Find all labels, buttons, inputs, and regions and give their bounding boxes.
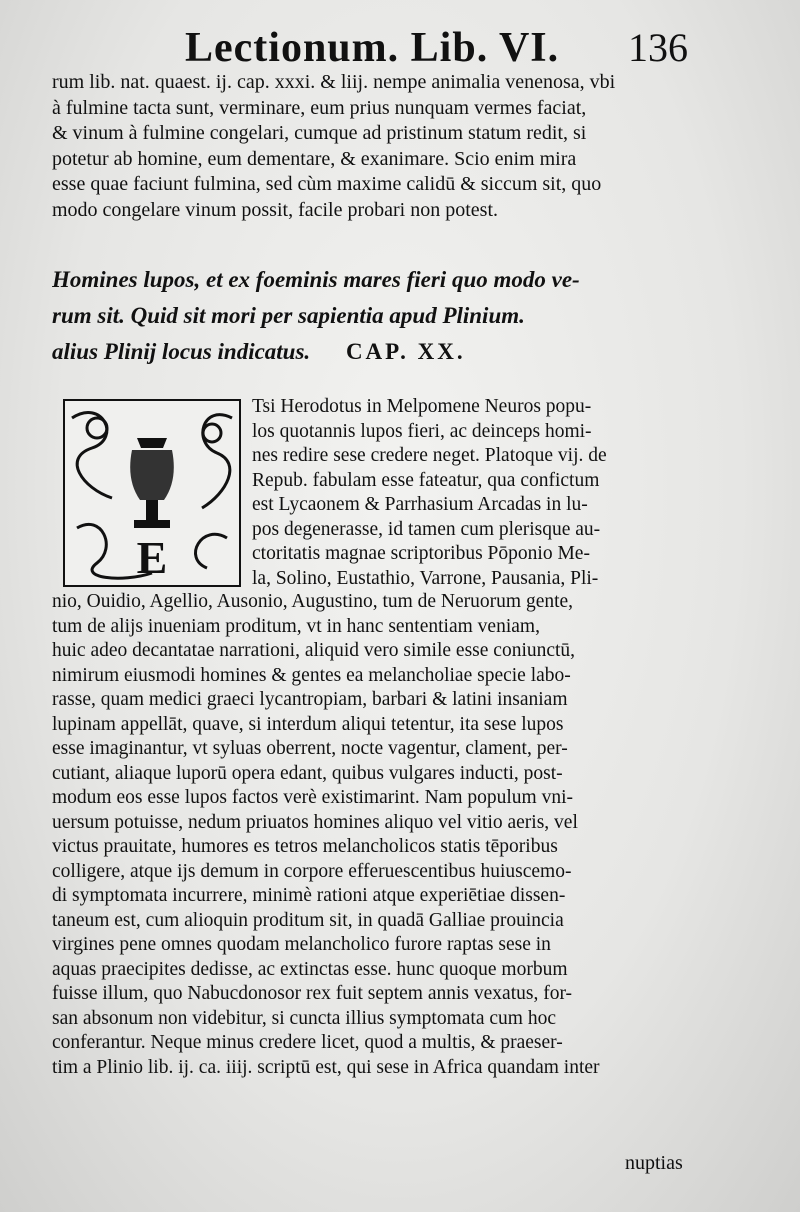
heading-line: alius Plinij locus indicatus. [52,339,311,364]
heading-line: Homines lupos, et ex foeminis mares fieri quo modo ve- [52,267,580,292]
text-line: potetur ab homine, eum dementare, & exanimare. Scio enim mira [52,147,577,170]
text-line: Tsi Herodotus in Melpomene Neuros popu- [252,396,592,417]
text-line: uersum potuisse, nedum priuatos homines aliquo vel vitio aeris, vel [52,811,578,833]
text-line: la, Solino, Eustathio, Varrone, Pausania, Pli- [252,567,599,589]
text-line: taneum est, cum alioquin proditum sit, in quadā Galliae prouincia [52,909,564,931]
text-line: nes redire sese credere neget. Platoque vij. de [252,445,607,466]
text-line: colligere, atque ijs demum in corpore efferuescentibus huiuscemo- [52,860,572,882]
text-line: fuisse illum, quo Nabucdonosor rex fuit septem annis vexatus, for- [52,983,573,1004]
text-line: di symptomata incurrere, minimè rationi atque experiētiae dissen- [52,885,566,906]
decorated-initial [62,398,242,588]
text-line: tum de alijs inueniam proditum, vt in hanc sententiam veniam, [52,615,540,637]
text-line: rum lib. nat. quaest. ij. cap. xxxi. & liij. nempe animalia venenosa, vbi [52,71,616,93]
heading-line: rum sit. Quid sit mori per sapientia apud Plinium. [52,303,525,328]
text-line: esse quae faciunt fulmina, sed cùm maxime calidū & siccum sit, quo [52,173,602,195]
text-line: modo congelare vinum possit, facile probari non potest. [52,198,499,221]
text-line: modum eos esse lupos factos verè existimarint. Nam populum vni- [52,787,573,808]
text-line: est Lycaonem & Parrhasium Arcadas in lu- [252,494,588,515]
text-line: victus prauitate, humores es tetros melancholicos statis tēporibus [52,836,558,857]
body-paragraph [52,590,742,1080]
chapter-number: CAP. XX. [345,339,466,364]
text-line: los quotannis lupos fieri, ac deinceps homi- [252,420,592,442]
text-line: cutiant, aliaque luporū opera edant, quibus vulgares inducti, post- [52,762,563,784]
text-line: aquas praecipites dedisse, ac extinctas esse. hunc quoque morbum [52,958,568,980]
text-line: pos degenerasse, id tamen cum plerisque au- [252,518,601,540]
heading-line-with-cap [52,334,742,370]
catchword: nuptias [625,1152,683,1174]
text-line: conferantur. Neque minus credere licet, quod a multis, & praeser- [52,1032,563,1053]
text-line: ctoritatis magnae scriptoribus Pōponio Me- [252,543,590,564]
text-line: rasse, quam medici graeci lycantropiam, barbari & latini insaniam [52,689,568,710]
text-line: & vinum à fulmine congelari, cumque ad pristinum statum redit, si [52,122,587,144]
text-line: à fulmine tacta sunt, verminare, eum prius nunquam vermes faciat, [52,96,587,119]
text-line: lupinam appellāt, quave, si interdum aliqui tetentur, ita sese lupos [52,713,564,735]
running-title: Lectionum. Lib. VI. [185,25,560,71]
body-paragraph-top [252,395,732,591]
page-number: 136 [628,25,688,70]
running-header [0,18,800,72]
text-line: esse imaginantur, vt syluas oberrent, nocte vagentur, clament, per- [52,738,568,759]
decorated-initial-icon [62,398,242,588]
text-line: tim a Plinio lib. ij. ca. iiij. scriptū est, qui sese in Africa quandam inter [52,1056,600,1078]
chapter-heading [52,262,742,370]
text-line: virgines pene omnes quodam melancholico furore raptas sese in [52,934,551,955]
text-line: Repub. fabulam esse fateatur, qua confictum [252,469,600,491]
text-line: san absonum non videbitur, si cuncta illius symptomata cum hoc [52,1007,556,1029]
text-line: nio, Ouidio, Agellio, Ausonio, Augustino, tum de Neruorum gente, [52,591,574,612]
text-line: nimirum eiusmodi homines & gentes ea melancholiae specie labo- [52,664,571,686]
text-line: huic adeo decantatae narrationi, aliquid vero simile esse coniunctū, [52,640,576,661]
intro-paragraph [52,70,732,223]
initial-letter: E [136,532,168,583]
